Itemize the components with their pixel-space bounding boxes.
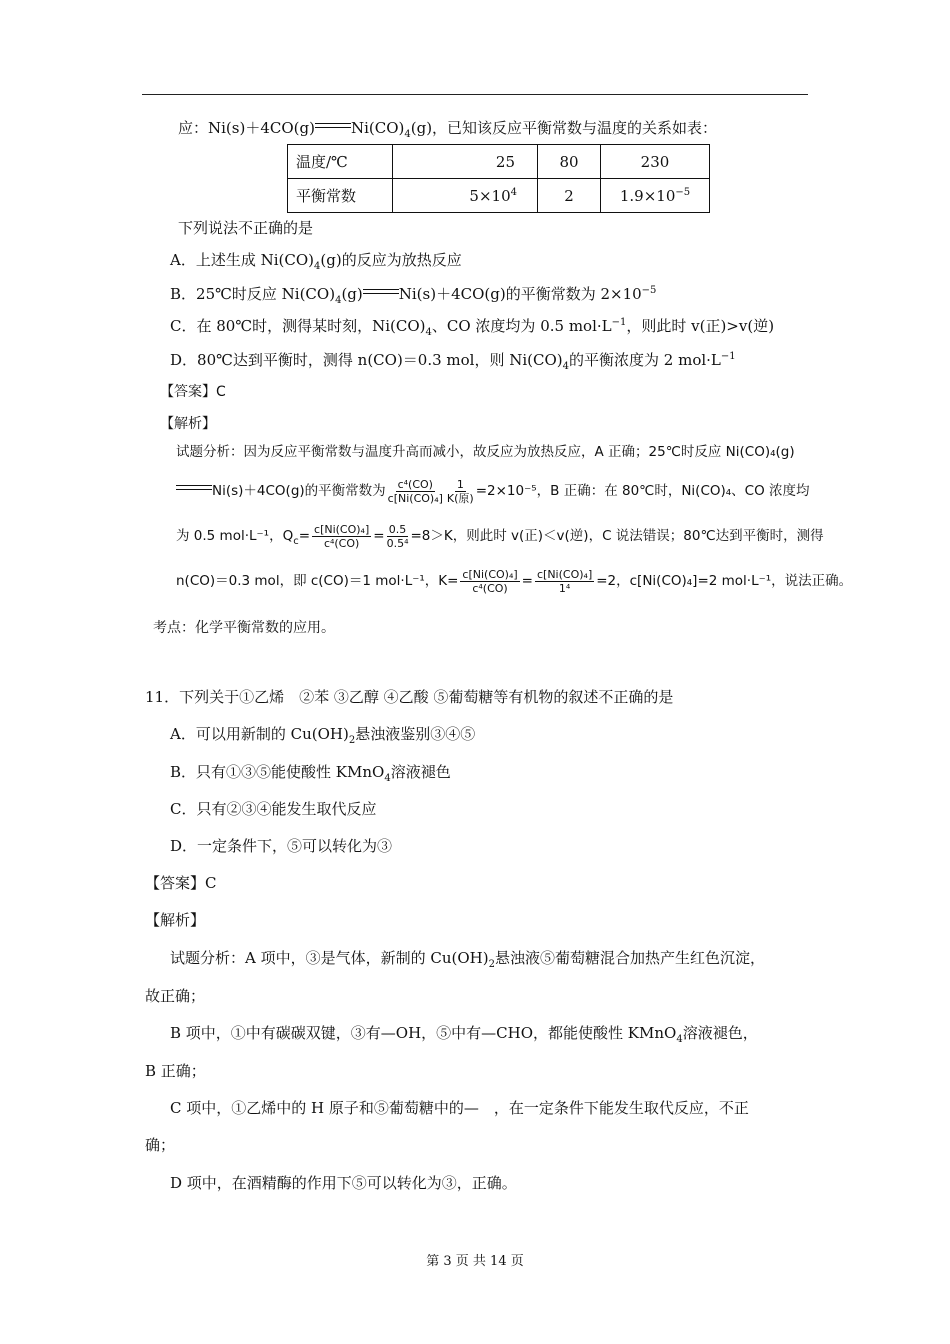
equilibrium-arrow-icon bbox=[363, 287, 399, 297]
table-cell: $5\times 10^4$ bbox=[393, 179, 538, 213]
table-header-cell: 230 bbox=[601, 145, 710, 179]
q10-analysis-title: 【解析】 bbox=[160, 416, 216, 432]
q11-option-a: A．可以用新制的 $Cu(OH)_2$悬浊液鉴别③④⑤ bbox=[170, 725, 476, 746]
table-header-cell: 25 bbox=[393, 145, 538, 179]
q10-option-b: B．25℃时反应 $Ni(CO)_4(g)$ Ni(s)＋4CO(g)的平衡常数为 $2\times 10^{-5}$ bbox=[170, 285, 657, 306]
reaction-intro: 应：Ni(s)＋4CO(g) $Ni(CO)_4(g)$，已知该反应平衡常数与温度的关系如表： bbox=[178, 119, 718, 140]
q10-option-a: A．上述生成 $Ni(CO)_4(g)$的反应为放热反应 bbox=[170, 251, 462, 272]
fraction: $\frac{\text{c[Ni(CO)₄]}}{\text{c⁴(CO)}}$ bbox=[314, 522, 370, 550]
q10-explanation-line-3: 为 0.5 mol·L⁻¹，$Q_c=$ $\frac{\text{c[Ni(CO)₄]}}{\text{c⁴(CO)}}$ = $\frac{0.5}{\text{0.5⁴}}$ =8＞K，则此时 v(正)＜v(逆)，C 说法错误；80℃达到平衡时，测得 bbox=[176, 522, 824, 550]
q10-option-d: D．80℃达到平衡时，测得 n(CO)＝0.3 mol，则 $Ni(CO)_4$的平衡浓度为 2 $mol\cdot L^{-1}$ bbox=[170, 351, 736, 372]
q11-analysis-p2: B 项中，①中有碳碳双键，③有—OH，⑤中有—CHO，都能使酸性 KMnO$_4$溶液褪色， bbox=[170, 1024, 758, 1045]
q11-analysis-p1: 试题分析：A 项中，③是气体，新制的 $Cu(OH)_2$悬浊液⑤葡萄糖混合加热产生红色沉淀， bbox=[170, 949, 765, 970]
q11-analysis-p3: C 项中，①乙烯中的 H 原子和⑤葡萄糖中的— ，在一定条件下能发生取代反应，不正 bbox=[170, 1099, 749, 1117]
table-header-cell: 80 bbox=[538, 145, 601, 179]
q11-analysis-title: 【解析】 bbox=[145, 911, 206, 929]
fraction: $\frac{0.5}{\text{0.5⁴}}$ bbox=[386, 522, 409, 550]
q10-explanation-line-1: 试题分析：因为反应平衡常数与温度升高而减小，故反应为放热反应，A 正确；25℃时反应 Ni(CO)₄(g) bbox=[176, 444, 795, 460]
q11-analysis-p3-cont: 确； bbox=[145, 1136, 176, 1154]
fraction: $\frac{\text{c[Ni(CO)₄]}}{\text{c⁴(CO)}}$ bbox=[462, 567, 518, 595]
q11-option-d: D．一定条件下，⑤可以转化为③ bbox=[170, 837, 393, 855]
q10-option-c: C．在 80℃时，测得某时刻，$Ni(CO)_4$、CO 浓度均为 0.5 $mol\cdot L^{-1}$，则此时 v(正)>v(逆) bbox=[170, 317, 775, 338]
table-row-label: 平衡常数 bbox=[288, 179, 393, 213]
q10-answer: 【答案】C bbox=[160, 384, 226, 400]
q10-kaodian: 考点：化学平衡常数的应用。 bbox=[153, 620, 335, 636]
q10-explanation-line-4: n(CO)＝0.3 mol，即 c(CO)＝1 mol·L⁻¹，K= $\frac{\text{c[Ni(CO)₄]}}{\text{c⁴(CO)}}$ = $\frac{\text{c[Ni(CO)₄]}}{\text{1⁴}}$ =2，c[Ni(CO)₄]=2 mol·L⁻¹，说法正确。 bbox=[176, 567, 853, 595]
table-header-cell: 温度/℃ bbox=[288, 145, 393, 179]
q11-analysis-p4: D 项中，在酒精酶的作用下⑤可以转化为③，正确。 bbox=[170, 1174, 517, 1192]
q11-option-b: B．只有①③⑤能使酸性 KMnO$_4$溶液褪色 bbox=[170, 763, 451, 784]
q11-answer: 【答案】C bbox=[145, 874, 217, 892]
header-rule bbox=[142, 94, 808, 95]
table-cell: 2 bbox=[538, 179, 601, 213]
fraction: $\frac{\text{c[Ni(CO)₄]}}{\text{1⁴}}$ bbox=[536, 567, 593, 595]
q11-stem: 11．下列关于①乙烯 ②苯 ③乙醇 ④乙酸 ⑤葡萄糖等有机物的叙述不正确的是 bbox=[145, 688, 674, 706]
page-footer: 第 3 页 共 14 页 bbox=[426, 1254, 524, 1269]
fraction: $\frac{1}{\text{K(原)}}$ bbox=[446, 477, 474, 505]
table-cell: $1.9\times 10^{-5}$ bbox=[601, 179, 710, 213]
q11-analysis-p1-cont: 故正确； bbox=[145, 987, 206, 1005]
fraction: $\frac{\text{c⁴(CO)}}{\text{c[Ni(CO)₄]}}$ bbox=[387, 477, 443, 505]
q10-stem: 下列说法不正确的是 bbox=[178, 219, 314, 237]
equilibrium-constant-table bbox=[287, 144, 710, 213]
q10-explanation-line-2: Ni(s)＋4CO(g)的平衡常数为 $\frac{\text{c⁴(CO)}}{\text{c[Ni(CO)₄]}}$ $\frac{1}{\text{K(原)}}$ =2×10⁻⁵，B 正确：在 80℃时，Ni(CO)₄、CO 浓度均 bbox=[176, 476, 810, 506]
q11-analysis-p2-cont: B 正确； bbox=[145, 1062, 206, 1080]
q11-option-c: C．只有②③④能发生取代反应 bbox=[170, 800, 377, 818]
equilibrium-arrow-icon bbox=[176, 483, 212, 493]
equilibrium-arrow-icon bbox=[315, 121, 351, 131]
